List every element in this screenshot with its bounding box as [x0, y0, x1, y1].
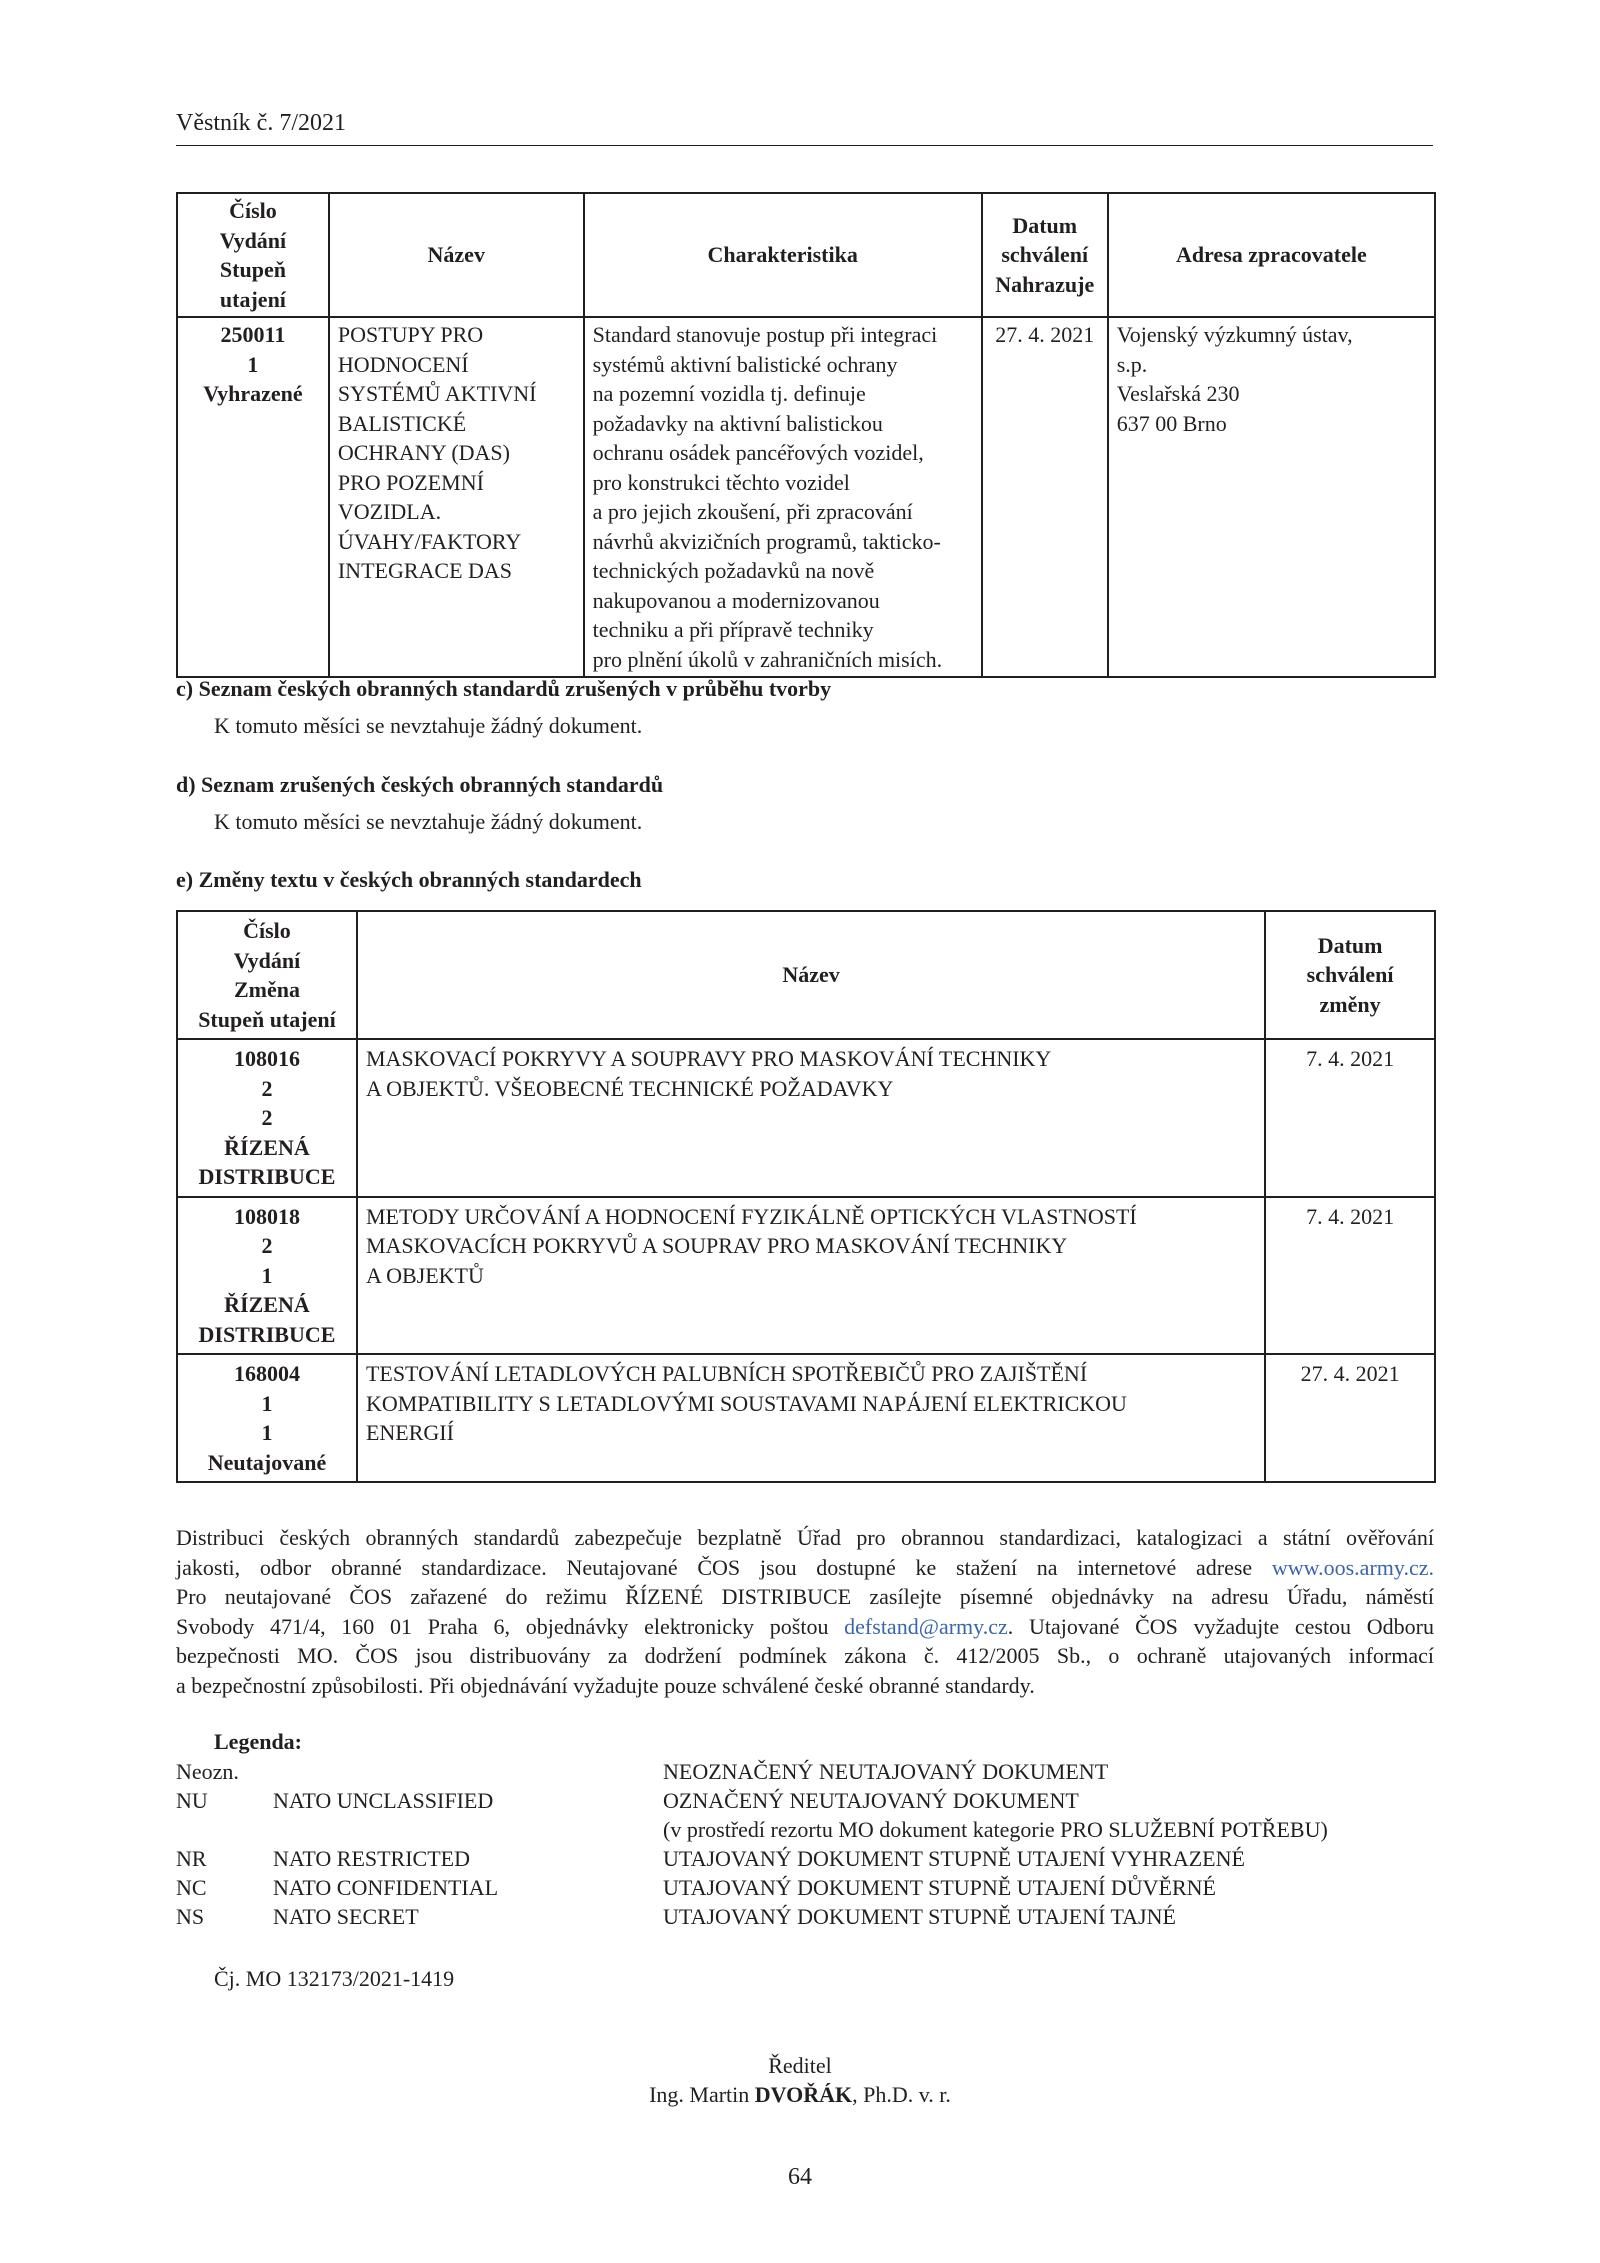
signature-name: Ing. Martin DVOŘÁK, Ph.D. v. r.: [649, 2082, 951, 2107]
header-nazev: Název: [357, 911, 1265, 1039]
signature-role: Ředitel: [768, 2053, 832, 2078]
cell-cislo: 108018 2 1 ŘÍZENÁ DISTRIBUCE: [177, 1197, 357, 1355]
header-nazev: Název: [329, 193, 584, 317]
distribution-paragraph: [176, 1523, 1434, 1700]
standards-table: [176, 192, 1436, 678]
table-header-row: [177, 193, 1435, 317]
legend-desc: UTAJOVANÝ DOKUMENT STUPNĚ UTAJENÍ DŮVĚRNÉ: [663, 1875, 1216, 1900]
distribution-line: jakosti, odbor obranné standardizace. Neutajované ČOS jsou dostupné ke stažení na internetové adrese www.oos.army.cz.: [176, 1554, 1434, 1580]
legend-abbr: NC: [176, 1875, 207, 1900]
legend-abbr: Neozn.: [176, 1759, 239, 1784]
legend-abbr: NU: [176, 1788, 208, 1813]
changes-table: [176, 910, 1436, 1483]
email-link[interactable]: defstand@army.cz: [844, 1613, 1008, 1639]
cell-nazev: TESTOVÁNÍ LETADLOVÝCH PALUBNÍCH SPOTŘEBIČŮ PRO ZAJIŠTĚNÍ KOMPATIBILITY S LETADLOVÝMI SOUSTAVAMI NAPÁJENÍ ELEKTRICKOU ENERGIÍ: [357, 1354, 1265, 1482]
cell-nazev: POSTUPY PRO HODNOCENÍ SYSTÉMŮ AKTIVNÍ BALISTICKÉ OCHRANY (DAS) PRO POZEMNÍ VOZIDLA. ÚVAHY/FAKTORY INTEGRACE DAS: [329, 317, 584, 677]
distribution-line: bezpečnosti MO. ČOS jsou distribuovány za dodržení podmínek zákona č. 412/2005 Sb., o ochraně utajovaných informací: [176, 1643, 1434, 1668]
header-charakteristika: Charakteristika: [584, 193, 982, 317]
header-datum: Datum schválení Nahrazuje: [982, 193, 1108, 317]
section-d-text: K tomuto měsíci se nevztahuje žádný dokument.: [214, 809, 643, 834]
legend-desc: UTAJOVANÝ DOKUMENT STUPNĚ UTAJENÍ TAJNÉ: [663, 1904, 1176, 1929]
cell-datum: 7. 4. 2021: [1265, 1039, 1435, 1197]
legend-abbr: NR: [176, 1846, 207, 1871]
legend-abbr: NS: [176, 1904, 205, 1929]
distribution-line: Svobody 471/4, 160 01 Praha 6, objednávky elektronicky poštou defstand@army.cz. Utajované ČOS vyžadujte cestou Odboru: [176, 1613, 1434, 1639]
section-c-title: c) Seznam českých obranných standardů zrušených v průběhu tvorby: [176, 676, 832, 701]
page-header: Věstník č. 7/2021: [176, 110, 1433, 146]
distribution-line: Distribuci českých obranných standardů zabezpečuje bezplatně Úřad pro obrannou standardizaci, katalogizaci a státní ověřování: [176, 1525, 1434, 1550]
oos-link[interactable]: www.oos.army.cz.: [1271, 1554, 1434, 1580]
legend-nato: NATO CONFIDENTIAL: [273, 1875, 499, 1900]
cell-charakteristika: Standard stanovuje postup při integraci systémů aktivní balistické ochrany na pozemní vozidla tj. definuje požadavky na aktivní balistickou ochranu osádek pancéřových vozidel, pro konstrukci těchto vozidel a pro jejich zkoušení, při zpracování návrhů akvizičních programů, takticko- technických požadavků na nově nakupovanou a modernizovanou techniku a při přípravě techniky pro plnění úkolů v zahraničních misích.: [584, 317, 982, 677]
distribution-line: a bezpečnostní způsobilosti. Při objednávání vyžadujte pouze schválené české obranné standardy.: [176, 1672, 1035, 1698]
section-c-text: K tomuto měsíci se nevztahuje žádný dokument.: [214, 713, 643, 738]
table-row: [177, 1039, 1435, 1197]
header-adresa: Adresa zpracovatele: [1108, 193, 1435, 317]
header-datum: Datum schválení změny: [1265, 911, 1435, 1039]
cell-datum: 27. 4. 2021: [982, 317, 1108, 677]
legend-nato: NATO RESTRICTED: [273, 1846, 470, 1871]
table-header-row: [177, 911, 1435, 1039]
legend-desc: OZNAČENÝ NEUTAJOVANÝ DOKUMENT: [663, 1788, 1079, 1813]
table-row: [177, 317, 1435, 677]
cell-datum: 27. 4. 2021: [1265, 1354, 1435, 1482]
legend-desc: UTAJOVANÝ DOKUMENT STUPNĚ UTAJENÍ VYHRAZENÉ: [663, 1846, 1245, 1871]
cell-cislo: 168004 1 1 Neutajované: [177, 1354, 357, 1482]
header-cislo: Číslo Vydání Změna Stupeň utajení: [177, 911, 357, 1039]
page-number: 64: [788, 2164, 812, 2190]
legend-nato: NATO SECRET: [273, 1904, 419, 1929]
distribution-line: Pro neutajované ČOS zařazené do režimu ŘÍZENÉ DISTRIBUCE zasílejte písemné objednávky na adresu Úřadu, náměstí: [176, 1584, 1434, 1609]
legend-title: Legenda:: [214, 1729, 302, 1754]
table-row: [177, 1197, 1435, 1355]
legend-nato: NATO UNCLASSIFIED: [273, 1788, 494, 1813]
cell-nazev: MASKOVACÍ POKRYVY A SOUPRAVY PRO MASKOVÁNÍ TECHNIKY A OBJEKTŮ. VŠEOBECNÉ TECHNICKÉ POŽADAVKY: [357, 1039, 1265, 1197]
section-e-title: e) Změny textu v českých obranných standardech: [176, 867, 642, 892]
table-row: [177, 1354, 1435, 1482]
cell-datum: 7. 4. 2021: [1265, 1197, 1435, 1355]
cell-cislo: 108016 2 2 ŘÍZENÁ DISTRIBUCE: [177, 1039, 357, 1197]
header-cislo: Číslo Vydání Stupeň utajení: [177, 193, 329, 317]
section-d-title: d) Seznam zrušených českých obranných standardů: [176, 772, 664, 797]
legend-desc: NEOZNAČENÝ NEUTAJOVANÝ DOKUMENT: [663, 1759, 1109, 1784]
legend-desc: (v prostředí rezortu MO dokument kategorie PRO SLUŽEBNÍ POTŘEBU): [663, 1817, 1328, 1842]
cell-nazev: METODY URČOVÁNÍ A HODNOCENÍ FYZIKÁLNĚ OPTICKÝCH VLASTNOSTÍ MASKOVACÍCH POKRYVŮ A SOUPRAV PRO MASKOVÁNÍ TECHNIKY A OBJEKTŮ: [357, 1197, 1265, 1355]
reference-number: Čj. MO 132173/2021-1419: [214, 1966, 455, 1991]
cell-adresa: Vojenský výzkumný ústav, s.p. Veslařská 230 637 00 Brno: [1108, 317, 1435, 677]
cell-cislo: 250011 1 Vyhrazené: [177, 317, 329, 677]
